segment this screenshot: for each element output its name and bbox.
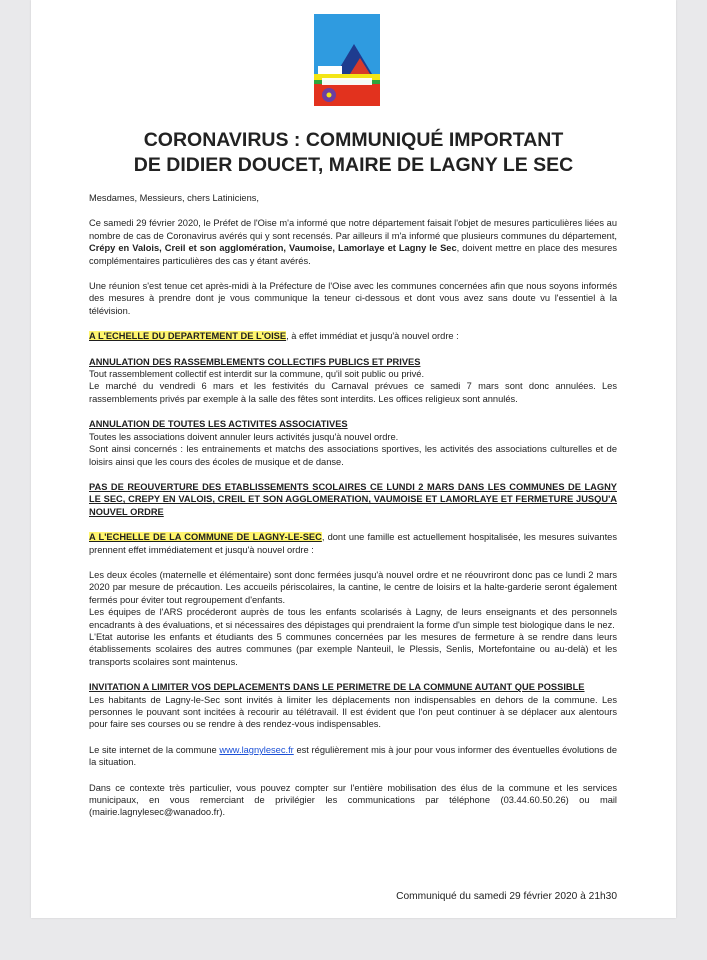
closing-paragraph: Dans ce contexte très particulier, vous pouvez compter sur l'entière mobilisation des élus de la commune et les services municipaux, en vous remerciant de privilégier les communications par téléphone (03.44.60.50.26) ou mail (mairie.lagnylesec@wanadoo.fr). xyxy=(89,782,617,818)
associations-heading: ANNULATION DE TOUTES LES ACTIVITES ASSOCIATIVES xyxy=(89,419,348,430)
department-highlight: A L'ECHELLE DU DEPARTEMENT DE L'OISE xyxy=(89,331,287,342)
salutation: Mesdames, Messieurs, chers Latiniciens, xyxy=(89,193,259,203)
title-line-1: CORONAVIRUS : COMMUNIQUÉ IMPORTANT xyxy=(143,129,564,151)
document-body xyxy=(89,192,617,832)
website-link[interactable]: www.lagnylesec.fr xyxy=(219,744,294,755)
associations-section: ANNULATION DE TOUTES LES ACTIVITES ASSOCIATIVES Toutes les associations doivent annuler leurs activités jusqu'à nouvel ordre. Sont ainsi concernés : les entrainements et matchs des associations sportives, les activités des associations culturelles et de loisirs ainsi que les cours des écoles de musique et de danse. xyxy=(89,419,617,467)
intro-paragraph: Ce samedi 29 février 2020, le Préfet de l'Oise m'a informé que notre département faisait l'objet de mesures particulières liées au nombre de cas de Coronavirus avérés qui y sont recensés. Par ailleurs il m'a informé que plusieurs communes du département, Crépy en Valois, Creil et son agglomération, Vaumoise, Lamorlaye et Lagny le Sec, doivent mettre en place des mesures complémentaires particulières des cas y étant avérés. xyxy=(89,218,617,266)
travel-section: INVITATION A LIMITER VOS DEPLACEMENTS DANS LE PERIMETRE DE LA COMMUNE AUTANT QUE POSSIBLE Les habitants de Lagny-le-Sec sont invités à limiter les déplacements non indispensables en dehors de la commune. Les personnes le pouvant sont incitées à recourir au télétravail. Il est évident que l'on peut continuer à se déplacer aux alentours pour faire ses courses ou se rendre à des rendez-vous indispensables. xyxy=(89,682,617,730)
commune-measures: Les deux écoles (maternelle et élémentaire) sont donc fermées jusqu'à nouvel ordre et ne réouvriront donc pas ce lundi 2 mars 2020 par mesure de précaution. Les accueils périscolaires, la cantine, le centre de loisirs et la halte-garderie seront également fermés pour éviter tout regroupement d'enfants. Les équipes de l'ARS procéderont auprès de tous les enfants scolarisés à Lagny, de leurs enseignants et des personnels encadrants à des évaluations, et si nécessaires des dépistages qui prendraient la forme d'un simple test biologique dans le nez. L'Etat autorise les enfants et étudiants des 5 communes concernées par les mesures de fermeture à se rendre dans leurs établissements scolaires des autres communes (par exemple Nanteuil, le Plessis, Senlis, Mortefontaine ou au-delà) et les transports scolaires sont maintenus. xyxy=(89,569,617,667)
gatherings-heading: ANNULATION DES RASSEMBLEMENTS COLLECTIFS PUBLICS ET PRIVES xyxy=(89,356,421,367)
website-paragraph: Le site internet de la commune www.lagnylesec.fr est régulièrement mis à jour pour vous informer des éventuelles évolutions de la situation. xyxy=(89,744,617,768)
travel-heading: INVITATION A LIMITER VOS DEPLACEMENTS DANS LE PERIMETRE DE LA COMMUNE AUTANT QUE POSSIBLE xyxy=(89,682,585,693)
page-title xyxy=(31,128,676,178)
commune-section-heading: A L'ECHELLE DE LA COMMUNE DE LAGNY-LE-SEC, dont une famille est actuellement hospitalisée, les mesures suivantes prennent effet immédiatement et jusqu'à nouvel ordre : xyxy=(89,532,617,555)
meeting-paragraph: Une réunion s'est tenue cet après-midi à la Préfecture de l'Oise avec les communes concernées afin que nous soyons informés des mesures à prendre dont je vous communique la teneur ci-dessous et dont vous avez sans doute vu l'essentiel à la télévision. xyxy=(89,281,617,316)
lagny-le-sec-logo xyxy=(314,14,380,106)
title-line-2: DE DIDIER DOUCET, MAIRE DE LAGNY LE SEC xyxy=(133,154,574,176)
gatherings-section: ANNULATION DES RASSEMBLEMENTS COLLECTIFS PUBLICS ET PRIVES Tout rassemblement collectif est interdit sur la commune, qu'il soit public ou privé. Le marché du vendredi 6 mars et les festivités du Carnaval prévues ce samedi 7 mars sont donc annulées. Les rassemblements privés par exemple à la salle des fêtes sont interdits. Les offices religieux sont annulés. xyxy=(89,356,617,404)
schools-heading: PAS DE REOUVERTURE DES ETABLISSEMENTS SCOLAIRES CE LUNDI 2 MARS DANS LES COMMUNES DE LAGNY LE SEC, CREPY EN VALOIS, CREIL ET SON AGGLOMERATION, VAUMOISE ET LAMORLAYE ET FERMETURE JUSQU'A NOUVEL ORDRE xyxy=(89,481,617,517)
department-section-heading: A L'ECHELLE DU DEPARTEMENT DE L'OISE, à effet immédiat et jusqu'à nouvel ordre : xyxy=(89,331,459,342)
commune-highlight: A L'ECHELLE DE LA COMMUNE DE LAGNY-LE-SEC xyxy=(89,532,322,543)
affected-communes: Crépy en Valois, Creil et son agglomération, Vaumoise, Lamorlaye et Lagny le Sec xyxy=(89,243,457,254)
communique-date: Communiqué du samedi 29 février 2020 à 21h30 xyxy=(396,891,617,902)
